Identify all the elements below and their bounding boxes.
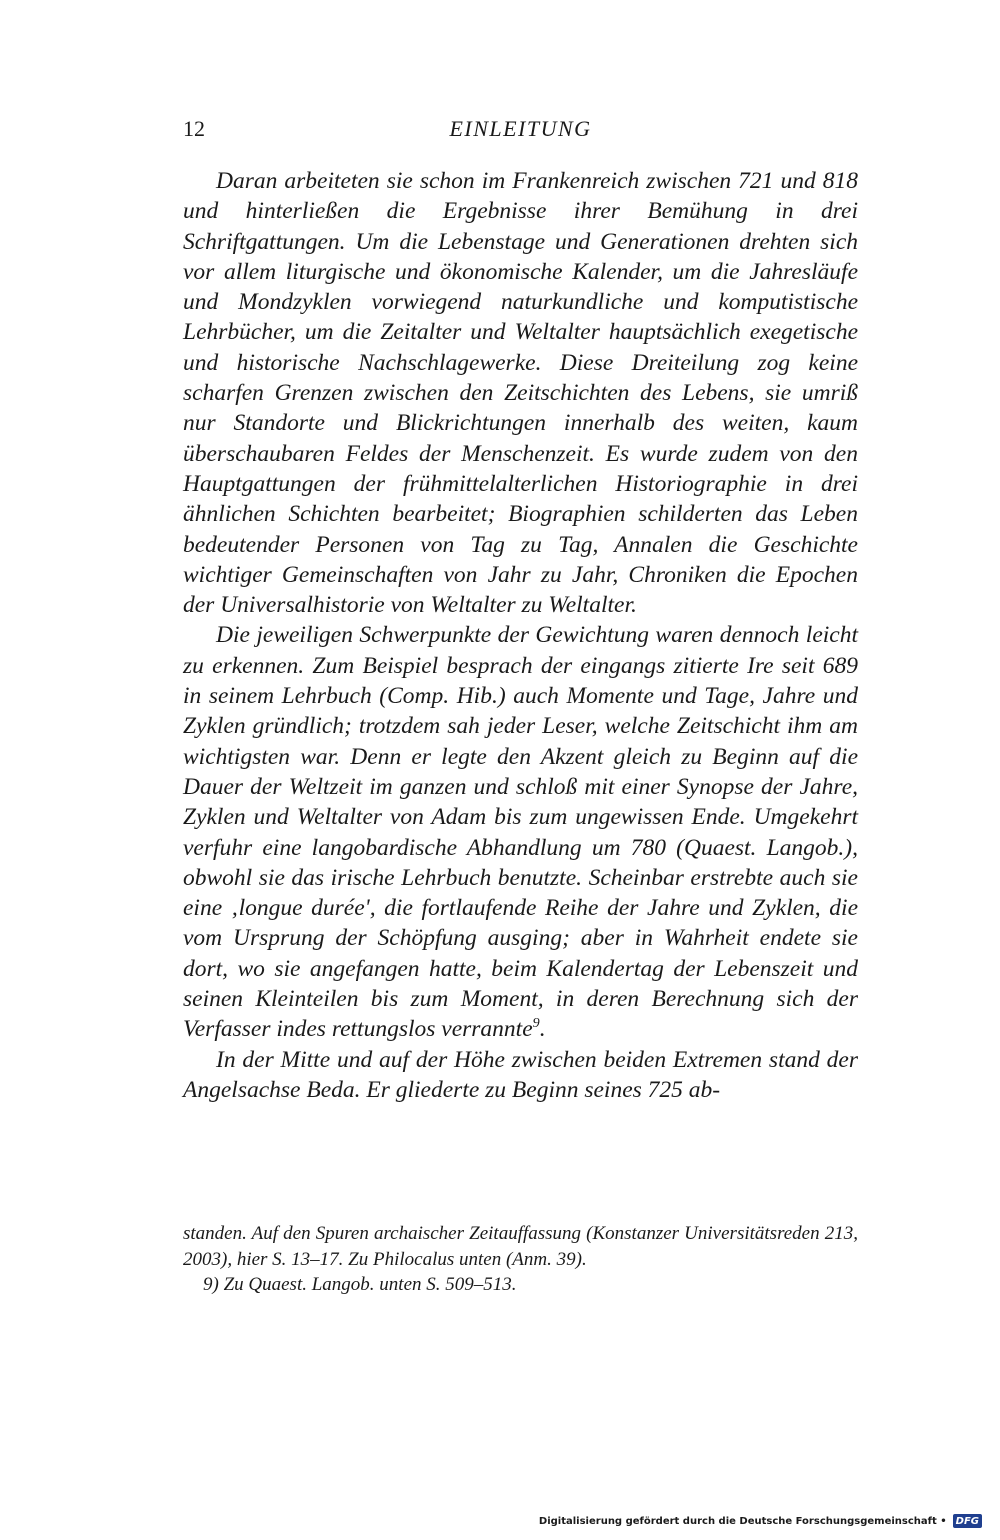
footnote-9: 9) Zu Quaest. Langob. unten S. 509–513. bbox=[203, 1274, 517, 1295]
credit-text: Digitalisierung gefördert durch die Deutsche Forschungsgemeinschaft • bbox=[538, 1515, 947, 1527]
footnotes bbox=[183, 1221, 858, 1298]
page-number: 12 bbox=[183, 116, 205, 141]
running-head: EINLEITUNG bbox=[449, 116, 592, 141]
dfg-logo-icon: DFG bbox=[953, 1514, 982, 1528]
digitization-credit bbox=[539, 1512, 982, 1530]
main-text bbox=[183, 166, 858, 1105]
paragraph-3: In der Mitte und auf der Höhe zwischen beiden Extremen stand der Angelsachse Beda. Er gliederte zu Beginn seines 725 ab- bbox=[183, 1046, 858, 1103]
footnote-ref-9[interactable]: 9 bbox=[532, 1015, 540, 1032]
paragraph-2 bbox=[183, 620, 858, 1044]
footnote-continuation: standen. Auf den Spuren archaischer Zeitauffassung (Konstanzer Universitätsreden 213, 2003), hier S. 13–17. Zu Philocalus unten (Anm. 39). bbox=[183, 1223, 858, 1270]
page-header bbox=[183, 116, 858, 146]
paragraph-2-text: Die jeweiligen Schwerpunkte der Gewichtung waren dennoch leicht zu erkennen. Zum Beispiel besprach der eingangs zitierte Ire seit 689 in seinem Lehrbuch (Comp. Hib.) auch Momente und Tage, Jahre und Zyklen gründlich; trotzdem sah jeder Leser, welche Zeitschicht ihm am wichtigsten war. Denn er legte den Akzent gleich zu Beginn auf die Dauer der Weltzeit im ganzen und schloß mit einer Synopse der Jahre, Zyklen und Weltalter von Adam bis zum ungewissen Ende. Umgekehrt verfuhr eine langobardische Abhandlung um 780 (Quaest. Langob.), obwohl sie das irische Lehrbuch benutzte. Scheinbar erstrebte auch sie eine ‚longue durée', die fortlaufende Reihe der Jahre und Zyklen, die vom Ursprung der Schöpfung ausging; aber in Wahrheit endete sie dort, wo sie angefangen hatte, beim Kalendertag der Lebenszeit und seinen Kleinteilen bis zum Moment, in deren Berechnung sich der Verfasser indes rettungslos verrannte bbox=[183, 622, 858, 1043]
paragraph-2-end: . bbox=[539, 1016, 546, 1043]
paragraph-1: Daran arbeiteten sie schon im Frankenreich zwischen 721 und 818 und hinterließen die Ergebnisse ihrer Bemühung in drei Schriftgattungen. Um die Lebenstage und Generationen drehten sich vor allem liturgische und ökonomische Kalender, um die Jahresläufe und Mondzyklen vorwiegend naturkundliche und komputistische Lehrbücher, um die Zeitalter und Weltalter hauptsächlich exegetische und historische Nachschlagewerke. Diese Dreiteilung zog keine scharfen Grenzen zwischen den Zeitschichten des Lebens, sie umriß nur Standorte und Blickrichtungen innerhalb des weiten, kaum überschaubaren Feldes der Menschenzeit. Es wurde zudem von den Hauptgattungen der frühmittelalterlichen Historiographie in drei ähnlichen Schichten bearbeitet; Biographien schilderten das Leben bedeutender Personen von Tag zu Tag, Annalen die Geschichte wichtiger Gemeinschaften von Jahr zu Jahr, Chroniken die Epochen der Universalhistorie von Weltalter zu Weltalter. bbox=[183, 168, 858, 619]
